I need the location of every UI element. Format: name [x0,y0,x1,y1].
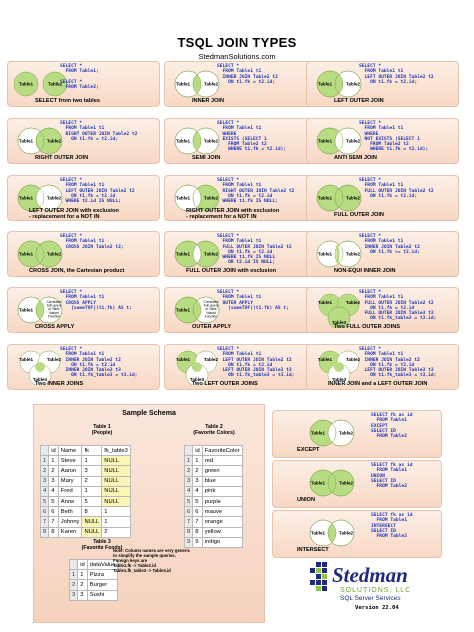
sql-code: SELECT * FROM Table1 t1 LEFT OUTER JOIN Table2 t2 ON t1.fk = t2.id; [359,64,434,85]
sql-code: SELECT * FROM Table1 t1 INNER JOIN Table2 t2 ON t1.fk >= t2.id; [359,234,420,255]
table-row [41,456,131,466]
table-cell: 1 [82,456,102,466]
logo-company: SOLUTIONS, LLC [340,587,412,594]
row-number: 6 [185,507,193,517]
table2-label: Table2 [203,195,219,201]
table-cell: 6 [193,507,203,517]
table-cell: 5 [49,496,59,506]
row-number: 2 [41,466,49,476]
table2-label: Table2 [203,357,219,362]
table-cell: 6 [49,507,59,517]
table3-label: Table3 [331,320,347,325]
join-label: CROSS JOIN, the Cartesian product [29,268,125,274]
table2-label: Table2 [345,81,361,87]
table2-label: Table2 [345,138,361,144]
table-cell: Burger [87,580,118,590]
version-label: Version 22.04 [355,605,399,611]
table-cell: NULL [102,486,131,496]
column-header: id [193,446,203,456]
table1-label: Table1 [317,251,333,257]
table1-label: Table1 [175,251,191,257]
join-label: SEMI JOIN [192,155,221,161]
table-cell: 2 [78,580,88,590]
table-cell: 3 [82,466,102,476]
table-cell: mauve [202,507,242,517]
sql-code: SELECT * FROM Table1 t1 LEFT OUTER JOIN Table2 t2 ON t1.fk = t2.id WHERE t2.id IS NULL; [60,178,135,205]
table-row [185,496,243,506]
row-number: 3 [41,476,49,486]
table-cell: 1 [102,517,131,527]
join-card [7,344,160,390]
sql-code: SELECT * FROM Table1 t1 WHERE EXISTS (SELECT 1 FROM Table2 t2 WHERE t1.fk = t2.id); [217,121,287,153]
table1-label: Table1 [175,357,191,362]
join-label: FULL OUTER JOIN [334,212,384,218]
row-number: 7 [41,517,49,527]
row-number: 6 [41,507,49,517]
table-cell: indigo [202,537,242,547]
table-row [185,486,243,496]
table-cell: 2 [102,527,131,537]
table-row [185,476,243,486]
table-cell: purple [202,496,242,506]
row-number: 3 [70,590,78,600]
row-number: 2 [185,466,193,476]
table-cell: NULL [102,466,131,476]
table1-label: Table1 [175,307,191,313]
table-row [185,517,243,527]
column-header: Name [58,446,82,456]
table-cell: 8 [49,527,59,537]
join-card [306,118,459,164]
join-card [164,61,317,107]
join-label: LEFT OUTER JOIN with exclusion - replacement for a NOT IN [29,208,119,220]
sql-code: SELECT * FROM Table1 t1 CROSS JOIN Table2 t2; [60,234,124,250]
logo-graphic [310,558,430,608]
row-number: 5 [185,496,193,506]
row-number: 8 [41,527,49,537]
table1-label: Table1 [18,307,34,313]
table-cell: 3 [193,476,203,486]
join-label: SELECT from two tables [35,98,100,104]
table-cell: Fred [58,486,82,496]
table1-label: Table1 [18,81,34,87]
table-cell: NULL [82,517,102,527]
table-row [41,476,131,486]
table1-label: Table1 [310,480,326,486]
table1-label: Table1 [317,195,333,201]
venn-diagram [303,465,363,501]
sql-code: SELECT * FROM Table1 t1 WHERE NOT EXISTS (SELECT 1 FROM Table2 t2 WHERE t1.fk = t2.id); [359,121,429,153]
table-header-row [185,446,243,456]
row-number: 8 [185,527,193,537]
sql-code: SELECT * FROM Table1 t1 CROSS APPLY [someTVF](t1.fk) AS t; [60,290,132,311]
table-cell: red [202,456,242,466]
table2-label: Table2 [338,430,354,436]
table2-label: Table2 [46,251,62,257]
logo-tagline: SQL Server Services [340,595,401,602]
table-cell: pink [202,486,242,496]
column-header: dataValue [87,560,118,570]
table-cell: 1 [193,456,203,466]
table-cell: 2 [82,476,102,486]
row-number: 1 [41,456,49,466]
table-row [41,466,131,476]
table2-label: Table2 [345,251,361,257]
table2-label: Table2 [46,138,62,144]
table-cell: Mary [58,476,82,486]
table-header-row [41,446,131,456]
column-header: id [78,560,88,570]
table1-label: Table1 [310,430,326,436]
row-number: 4 [41,486,49,496]
table-row [70,570,118,580]
row-number: 9 [185,537,193,547]
table2-label: Table2 [345,300,361,305]
sql-code: SELECT * FROM Table1 t1 INNER JOIN Table2 t2 ON t1.fk = t2.id INNER JOIN Table3 t3 ON t1.fk_table3 = t3.id; [60,347,138,379]
table2-caption: Table 2 (Favorite Colors) [193,424,235,436]
table1-label: Table1 [18,357,34,362]
table-cell: yellow [202,527,242,537]
row-number-header [185,446,193,456]
join-label: ANTI SEMI JOIN [334,155,377,161]
sql-code: SELECT fk as id FROM Table1 INTERSECT SELECT ID FROM Table2 [371,513,413,540]
table-row [185,527,243,537]
table2-label: Table2 [47,81,63,87]
table-row [70,590,118,600]
sql-code: SELECT fk as id FROM Table1 EXCEPT SELECT ID FROM Table2 [371,413,413,440]
table-cell: 9 [193,537,203,547]
join-label: Two LEFT OUTER JOINS [192,381,258,387]
join-label: CROSS APPLY [35,324,75,330]
table-cell: 3 [49,476,59,486]
table-cell: 1 [49,456,59,466]
sql-code: SELECT * FROM Table1; SELECT * FROM Table2; [60,64,99,91]
table-cell: Anne [58,496,82,506]
set-operation-label: INTERSECT [297,547,329,553]
table-cell: NULL [102,456,131,466]
table-row [41,517,131,527]
row-number-header [41,446,49,456]
table-cell: 4 [49,486,59,496]
join-label: RIGHT OUTER JOIN [35,155,89,161]
table-cell: 4 [193,486,203,496]
table-cell: Pizza [87,570,118,580]
table-row [185,466,243,476]
table1-label: Table1 [18,195,34,201]
row-number: 1 [185,456,193,466]
join-label: NON-EQUI INNER JOIN [334,268,396,274]
table-cell: Sushi [87,590,118,600]
sql-code: SELECT * FROM Table1 t1 RIGHT OUTER JOIN Table2 t2 ON t1.fk = t2.id WHERE t1.fk IS NULL; [217,178,295,205]
table-cell: NULL [82,527,102,537]
table-cell: 2 [49,466,59,476]
row-number: 2 [70,580,78,590]
table2-label: Table2 [345,195,361,201]
join-label: OUTER APPLY [192,324,232,330]
correlated-label: Correlated Sub-query or Table Valued Function [203,300,219,319]
stedman-logo [310,558,430,608]
table-row [185,456,243,466]
table2-label: Table2 [338,480,354,486]
table-header-row [70,560,118,570]
table-row [70,580,118,590]
sql-code: SELECT * FROM Table1 t1 FULL OUTER JOIN Table2 t2 ON t1.fk = t2.id FULL OUTER JOIN Table3 t3 ON t1.fk_table3 = t3.id; [359,290,437,322]
correlated-label: Correlated Sub-query or Table Valued Function [46,300,62,319]
table1-label: Table1 [317,81,333,87]
table-cell: 8 [193,527,203,537]
table-cell: Johnny [58,517,82,527]
sql-code: SELECT * FROM Table1 t1 RIGHT OUTER JOIN Table2 t2 ON t1.fk = t2.id; [60,121,138,142]
join-card [164,287,317,333]
table2-label: Table2 [203,81,219,87]
table1-label: Table1 [175,195,191,201]
join-card [164,118,317,164]
sql-code: SELECT * FROM Table1 t1 INNER JOIN Table2 t2 ON t1.fk = t2.id LEFT OUTER JOIN Table3 t3 ON t1.fk_table3 = t3.id; [359,347,437,379]
set-operation-label: EXCEPT [297,447,320,453]
table-cell: 7 [193,517,203,527]
table-cell: Beth [58,507,82,517]
table2-label: Table2 [345,357,361,362]
set-operation-label: UNION [297,497,316,503]
table-cell: blue [202,476,242,486]
table3-label: Table3 [189,377,205,382]
table2-label: Table2 [46,195,62,201]
join-label: RIGHT OUTER JOIN with exclusion - replacement for a NOT IN [186,208,280,220]
table-cell: 5 [82,496,102,506]
column-header: id [49,446,59,456]
table2-label: Table2 [203,251,219,257]
foods-table [69,559,118,601]
table-cell: 1 [78,570,88,580]
table-cell: 2 [193,466,203,476]
row-number: 7 [185,517,193,527]
table1-label: Table1 [175,81,191,87]
table1-label: Table1 [317,357,333,362]
schema-note: Note: Column names are very generic to simplify the sample queries. Foreign keys are Table1.fk -> Table2.id Table1.fk_table3 -> Table3.id [113,548,191,573]
table-cell: 1 [102,507,131,517]
sql-code: SELECT * FROM Table1 t1 INNER JOIN Table2 t2 ON t1.fk = t2.id; [217,64,278,85]
colors-table [184,445,243,548]
table-cell: 3 [78,590,88,600]
join-label: FULL OUTER JOIN with exclusion [186,268,277,274]
join-label: Two INNER JOINS [35,381,84,387]
table-row [41,507,131,517]
sql-code: SELECT fk as id FROM Table1 UNION SELECT ID FROM Table2 [371,463,413,490]
table3-caption: Table 3 (Favorite Foods) [81,539,123,551]
venn-diagram [303,415,363,451]
table1-label: Table1 [310,530,326,536]
row-number: 3 [185,476,193,486]
join-card [7,287,160,333]
column-header: FavoriteColor [202,446,242,456]
table2-label: Table2 [338,530,354,536]
table-cell: Karen [58,527,82,537]
sql-code: SELECT * FROM Table1 t1 LEFT OUTER JOIN Table2 t2 ON t1.fk = t2.id LEFT OUTER JOIN Table3 t3 ON t1.fk_table3 = t3.id; [217,347,295,379]
table1-label: Table1 [18,138,34,144]
join-label: Two FULL OUTER JOINS [334,324,400,330]
join-label: INNER JOIN and a LEFT OUTER JOIN [328,381,428,387]
table-row [41,486,131,496]
table-cell: Aaron [58,466,82,476]
sql-code: SELECT * FROM Table1 t1 OUTER APPLY [someTVF](t1.fk) AS t; [217,290,289,311]
join-label: INNER JOIN [192,98,225,104]
table1-label: Table1 [317,138,333,144]
column-header: fk_table3 [102,446,131,456]
column-header: fk [82,446,102,456]
table-cell: NULL [102,476,131,486]
table3-label: Table3 [331,377,347,382]
table-cell: 7 [49,517,59,527]
table-row [185,537,243,547]
table-row [41,496,131,506]
logo-name: Stedman [332,563,408,587]
table-cell: 5 [193,496,203,506]
table-cell: 8 [82,507,102,517]
row-number: 4 [185,486,193,496]
schema-title: Sample Schema [122,410,176,417]
row-number-header [70,560,78,570]
website-link[interactable]: StedmanSolutions.com [198,52,276,61]
table-cell: orange [202,517,242,527]
row-number: 1 [70,570,78,580]
table3-label: Table3 [32,377,48,382]
table2-label: Table2 [46,357,62,362]
join-label: LEFT OUTER JOIN [334,98,384,104]
table1-label: Table1 [18,251,34,257]
table-row [41,527,131,537]
table1-caption: Table 1 (People) [91,424,113,436]
row-number: 5 [41,496,49,506]
table2-label: Table2 [203,138,219,144]
table-row [185,507,243,517]
table-cell: 1 [82,486,102,496]
sample-schema-panel [33,404,265,623]
table-cell: Steve [58,456,82,466]
people-table [40,445,131,538]
venn-diagram [303,515,363,551]
sql-code: SELECT * FROM Table1 t1 FULL OUTER JOIN Table2 t2 ON t1.fk = t2.id WHERE t1.fk IS NULL OR t2.id IS NULL; [217,234,292,266]
table1-label: Table1 [317,300,333,305]
table-cell: green [202,466,242,476]
table-cell: NULL [102,496,131,506]
table1-label: Table1 [175,138,191,144]
page-title: TSQL JOIN TYPES [177,35,297,50]
sql-code: SELECT * FROM Table1 t1 FULL OUTER JOIN Table2 t2 ON t1.fk = t2.id; [359,178,434,199]
